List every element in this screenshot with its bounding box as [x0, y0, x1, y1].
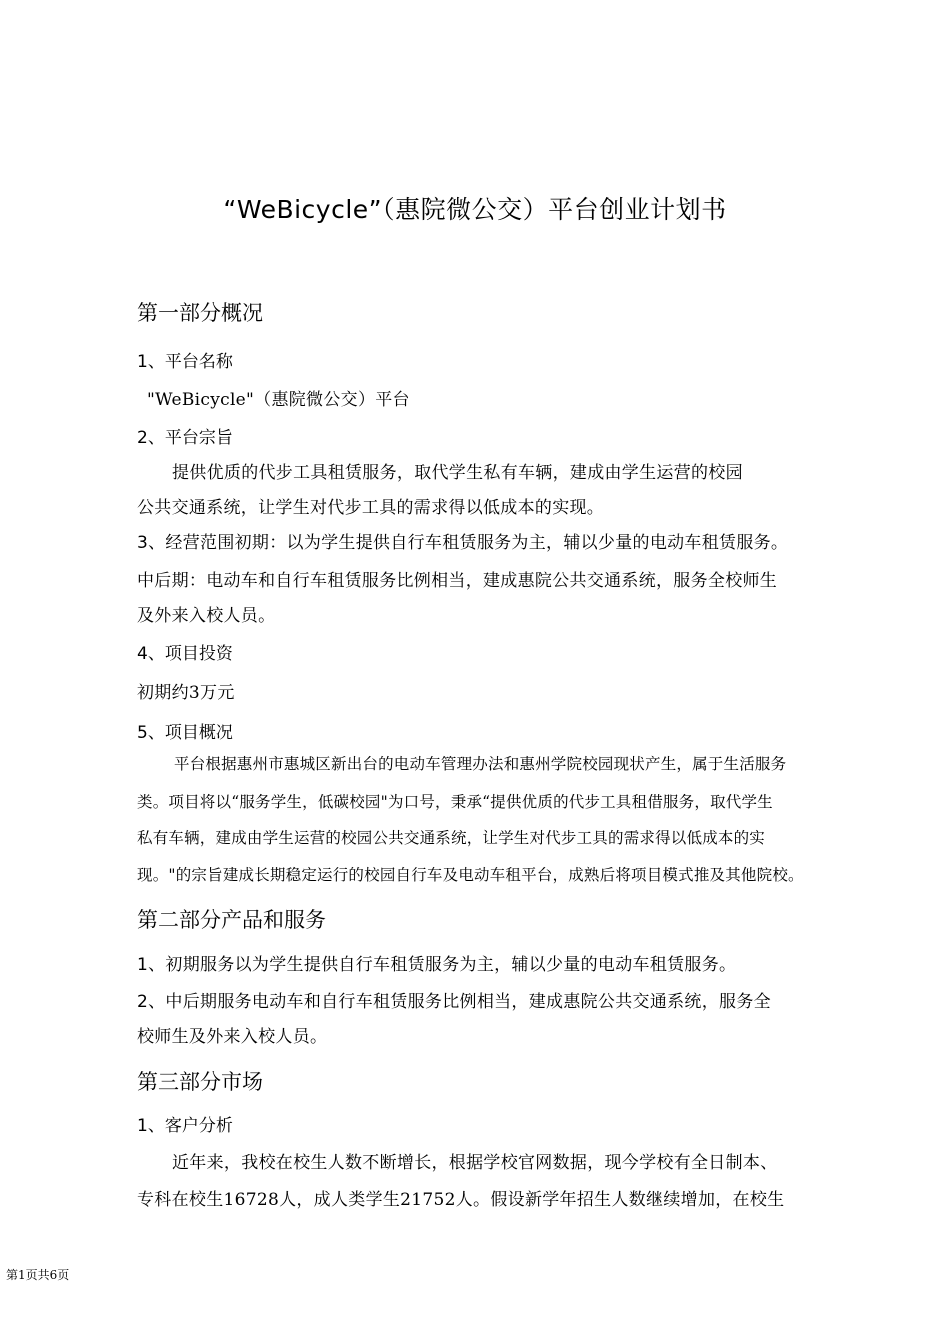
part2-heading: 第二部分产品和服务	[137, 908, 326, 932]
initial-service-heading: 1、初期服务	[137, 955, 235, 975]
investment-heading: 4、项目投资	[137, 644, 233, 664]
customer-analysis-heading: 1、客户分析	[137, 1116, 233, 1136]
platform-purpose-heading: 2、平台宗旨	[137, 428, 233, 448]
document-title: “WeBicycle”（惠院微公交）平台创业计划书	[223, 195, 727, 224]
initial-service-text: 以为学生提供自行车租赁服务为主，辅以少量的电动车租赁服务。	[234, 955, 737, 975]
customer-analysis-line-1: 近年来，我校在校生人数不断增长，根据学校官网数据，现今学校有全日制本、	[172, 1153, 778, 1173]
platform-name-text: "WeBicycle"（惠院微公交）平台	[147, 390, 410, 410]
project-overview-line-4: 现。"的宗旨建成长期稳定运行的校园自行车及电动车租平台，成熟后将项目模式推及其他院校。	[137, 866, 804, 884]
later-service-line-2: 校师生及外来入校人员。	[137, 1027, 328, 1047]
investment-text: 初期约3万元	[137, 683, 235, 703]
customer-analysis-line-2: 专科在校生16728人，成人类学生21752人。假设新学年招生人数继续增加，在校生	[137, 1190, 785, 1210]
later-service-heading: 2、中后期服务	[137, 992, 252, 1012]
project-overview-line-3: 私有车辆，建成由学生运营的校园公共交通系统，让学生对代步工具的需求得以低成本的实	[137, 829, 766, 847]
page-number: 第1页共6页	[6, 1268, 70, 1282]
business-scope-line-1: 初期：以为学生提供自行车租赁服务为主，辅以少量的电动车租赁服务。	[234, 533, 789, 553]
project-overview-heading: 5、项目概况	[137, 723, 233, 743]
later-service-line-1: 电动车和自行车租赁服务比例相当，建成惠院公共交通系统，服务全	[251, 992, 771, 1012]
business-scope-paragraph	[137, 528, 788, 553]
project-overview-line-2: 类。项目将以“服务学生，低碳校园"为口号，秉承“提供优质的代步工具租借服务，取代学生	[137, 793, 773, 811]
platform-name-heading: 1、平台名称	[137, 352, 233, 372]
business-scope-heading: 3、经营范围	[137, 533, 235, 553]
business-scope-line-3: 及外来入校人员。	[137, 606, 276, 626]
later-service-paragraph	[137, 987, 771, 1012]
platform-purpose-line-1: 提供优质的代步工具租赁服务，取代学生私有车辆，建成由学生运营的校园	[172, 463, 743, 483]
business-scope-line-2: 中后期：电动车和自行车租赁服务比例相当，建成惠院公共交通系统，服务全校师生	[137, 571, 778, 591]
part1-heading: 第一部分概况	[137, 301, 263, 325]
platform-purpose-line-2: 公共交通系统，让学生对代步工具的需求得以低成本的实现。	[137, 498, 605, 518]
part3-heading: 第三部分市场	[137, 1070, 263, 1094]
project-overview-line-1: 平台根据惠州市惠城区新出台的电动车管理办法和惠州学院校园现状产生，属于生活服务	[174, 755, 787, 773]
initial-service-paragraph	[137, 950, 736, 975]
